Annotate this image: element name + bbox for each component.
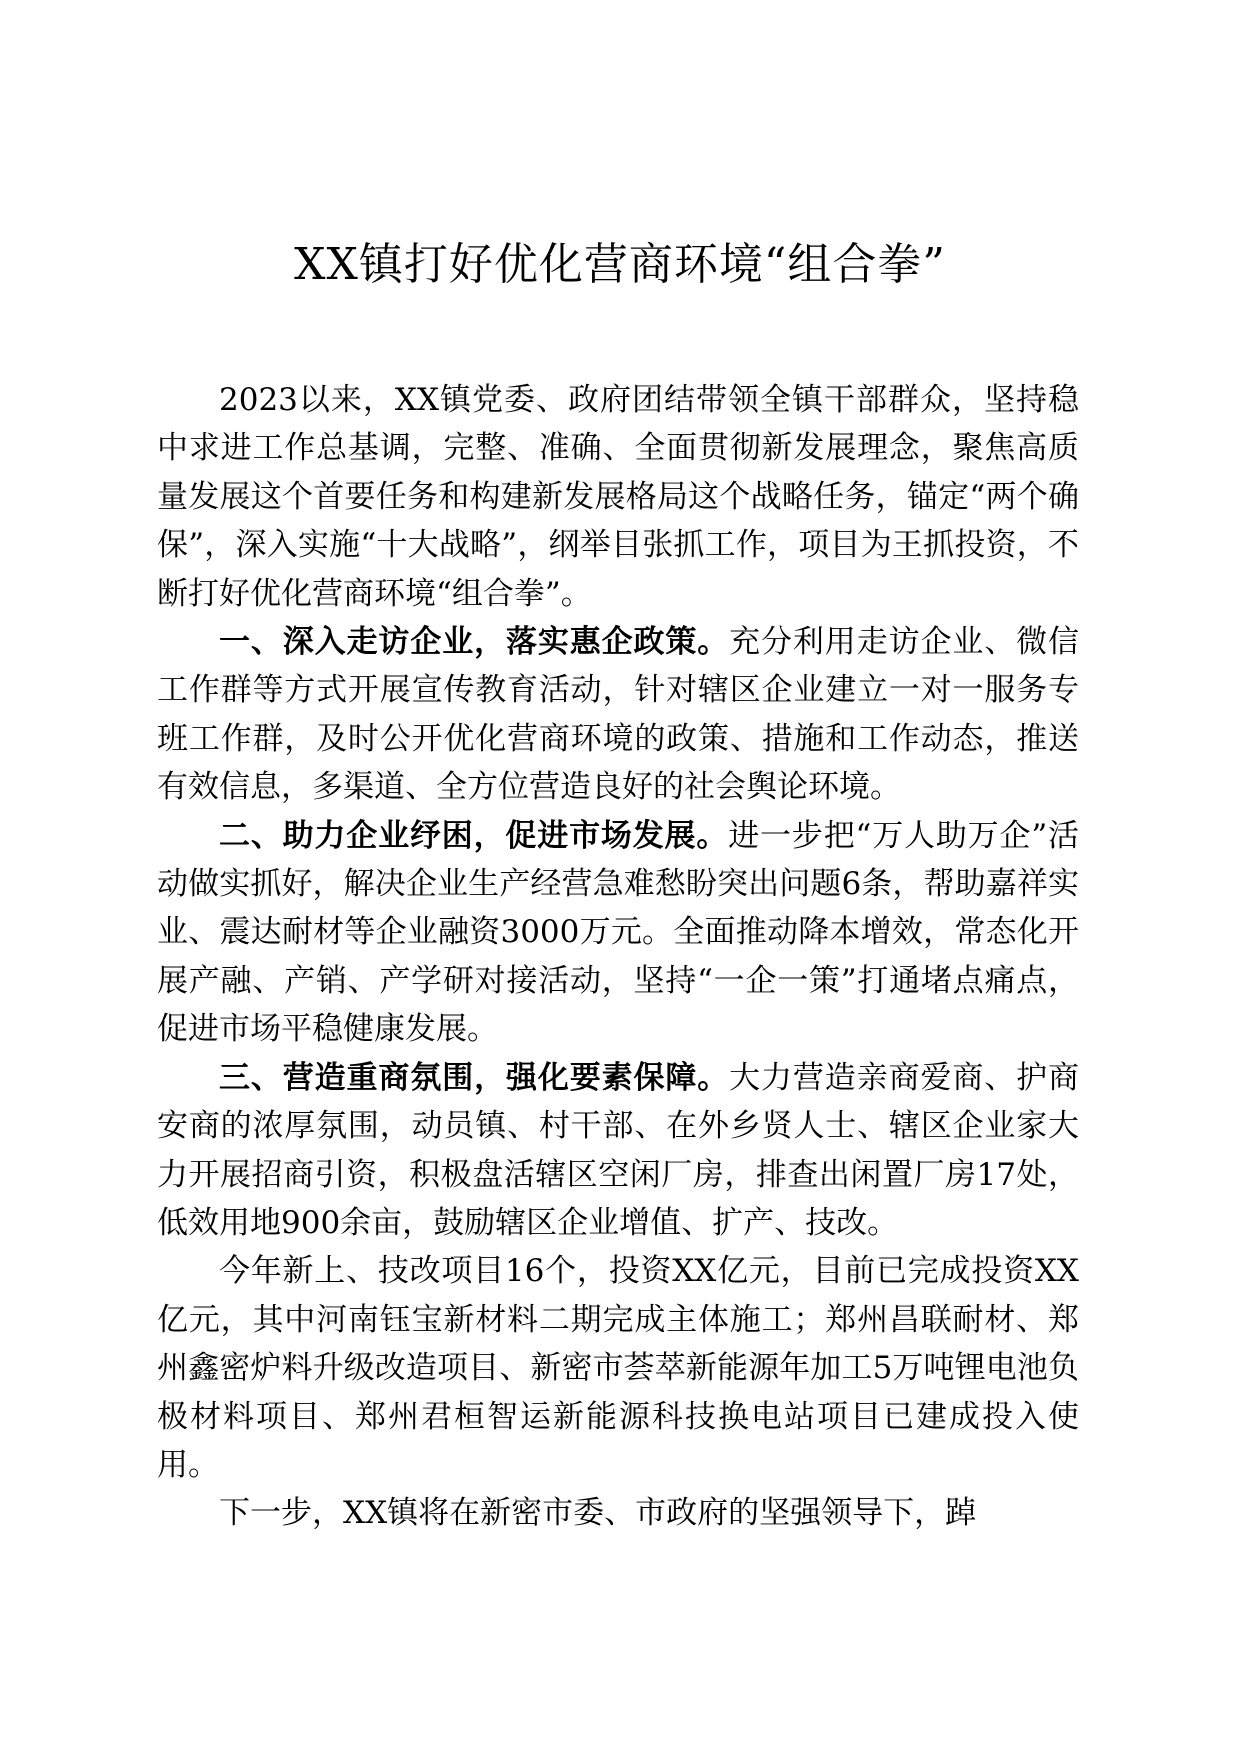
section-3-text: 大力营造亲商爱商、护商安商的浓厚氛围，动员镇、村干部、在外乡贤人士、辖区企业家大力开展招商引资，积极盘活辖区空闲厂房，排查出闲置厂房17处，低效用地900余亩，鼓励辖区企业增值、扩产、技改。 xyxy=(157,1059,1080,1241)
section-2-heading: 二、助力企业纾困，促进市场发展。 xyxy=(219,817,729,854)
section-1-text: 充分利用走访企业、微信工作群等方式开展宣传教育活动，针对辖区企业建立一对一服务专班工作群，及时公开优化营商环境的政策、措施和工作动态，推送有效信息，多渠道、全方位营造良好的社会舆论环境。 xyxy=(157,624,1080,806)
paragraph-section-1 xyxy=(157,618,1079,812)
section-2-text: 进一步把“万人助万企”活动做实抓好，解决企业生产经营急难愁盼突出问题6条，帮助嘉祥实业、震达耐材等企业融资3000万元。全面推动降本增效，常态化开展产融、产销、产学研对接活动，坚持“一企一策”打通堵点痛点，促进市场平稳健康发展。 xyxy=(157,817,1079,1048)
paragraph-next-step xyxy=(157,1489,1079,1537)
paragraph-intro-text: 2023以来，XX镇党委、政府团结带领全镇干部群众，坚持稳中求进工作总基调，完整、准确、全面贯彻新发展理念，聚焦高质量发展这个首要任务和构建新发展格局这个战略任务，锚定“两个确保”，深入实施“十大战略”，纲举目张抓工作，项目为王抓投资，不断打好优化营商环境“组合拳”。 xyxy=(157,382,1079,612)
document-title: XX镇打好优化营商环境“组合拳” xyxy=(294,239,946,290)
paragraph-projects-text: 今年新上、技改项目16个，投资XX亿元，目前已完成投资XX亿元，其中河南钰宝新材料二期完成主体施工；郑州昌联耐材、郑州鑫密炉料升级改造项目、新密市荟萃新能源年加工5万吨锂电池负极材料项目、郑州君桓智运新能源科技换电站项目已建成投入使用。 xyxy=(157,1253,1079,1483)
paragraph-section-3 xyxy=(157,1054,1079,1248)
document-body xyxy=(157,376,1079,1538)
paragraph-next-step-text: 下一步，XX镇将在新密市委、市政府的坚强领导下，踔 xyxy=(219,1495,977,1532)
section-3-heading: 三、营造重商氛围，强化要素保障。 xyxy=(219,1059,730,1096)
paragraph-projects xyxy=(157,1247,1079,1489)
paragraph-section-2 xyxy=(157,812,1079,1054)
section-1-heading: 一、深入走访企业，落实惠企政策。 xyxy=(219,624,730,661)
paragraph-intro xyxy=(157,376,1079,618)
